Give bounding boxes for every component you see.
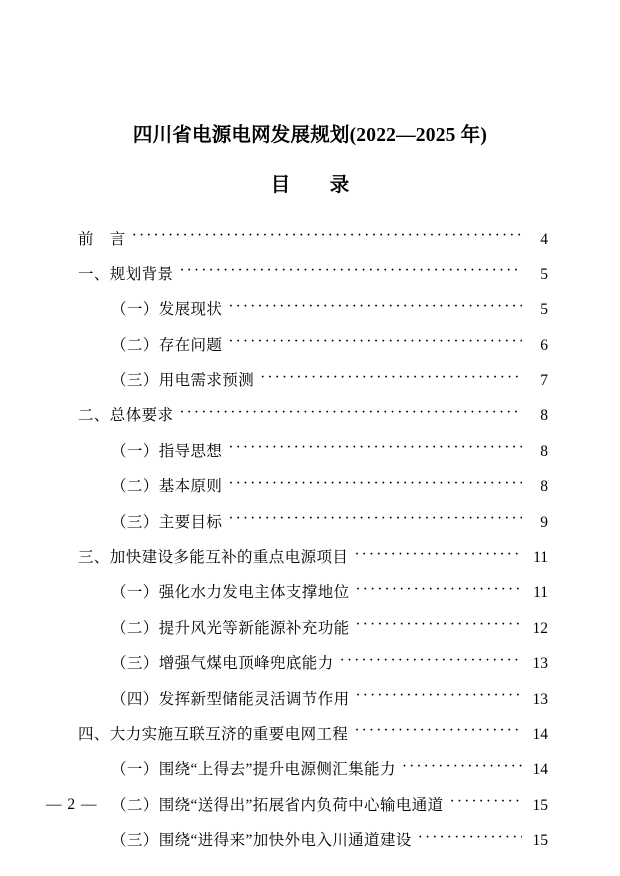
toc-entry-page-number: 11 [533,549,548,567]
toc-entry-page-number: 13 [532,655,548,673]
page-title: 四川省电源电网发展规划(2022—2025 年) [132,125,488,146]
toc-entry-page-number: 14 [532,725,548,743]
toc-entry-label: （四）发挥新型储能灵活调节作用 [111,690,350,708]
page-folio: — 2 — [46,796,98,813]
toc-entry[interactable] [78,476,548,495]
toc-entry-label: 三、加快建设多能互补的重点电源项目 [78,549,349,567]
table-of-contents [78,228,548,865]
toc-entry-page-number: 11 [533,584,548,602]
toc-entry-label: （三）围绕“进得来”加快外电入川通道建设 [111,832,412,850]
toc-entry-page-number: 8 [540,478,548,496]
toc-entry[interactable] [78,723,548,742]
toc-leader-dots [356,688,522,704]
toc-leader-dots [354,547,522,563]
toc-entry[interactable] [78,405,548,424]
toc-entry-page-number: 15 [532,796,548,814]
toc-entry-label: （三）用电需求预测 [111,372,255,390]
toc-entry-page-number: 7 [540,372,548,390]
toc-entry[interactable] [78,299,548,318]
toc-entry-label: （三）增强气煤电顶峰兜底能力 [111,655,334,673]
toc-leader-dots [228,476,522,492]
toc-heading: 目 录 [270,175,360,197]
toc-entry-label: （一）强化水力发电主体支撑地位 [111,584,350,602]
toc-leader-dots [132,228,522,244]
toc-entry-label: 一、规划背景 [78,265,174,283]
toc-entry-page-number: 5 [540,301,548,319]
toc-entry[interactable] [78,334,548,353]
toc-entry-page-number: 9 [540,513,548,531]
toc-leader-dots [260,370,522,386]
toc-entry[interactable] [78,547,548,566]
toc-entry[interactable] [78,440,548,459]
toc-entry[interactable] [78,263,548,282]
toc-leader-dots [356,617,522,633]
toc-entry-label: 二、总体要求 [78,407,174,425]
toc-leader-dots [402,759,522,775]
toc-entry-label: （二）存在问题 [111,336,223,354]
toc-entry-page-number: 8 [540,442,548,460]
toc-leader-dots [418,830,522,846]
toc-leader-dots [179,405,522,421]
toc-entry-page-number: 6 [540,336,548,354]
toc-leader-dots [228,440,522,456]
toc-entry-label: （一）发展现状 [111,301,223,319]
toc-entry-label: 四、大力实施互联互济的重要电网工程 [78,725,349,743]
toc-entry-page-number: 15 [532,832,548,850]
toc-entry-label: （一）指导思想 [111,442,223,460]
toc-entry-label: （三）主要目标 [111,513,223,531]
toc-leader-dots [354,723,522,739]
toc-entry-page-number: 13 [532,690,548,708]
toc-entry[interactable] [78,582,548,601]
toc-entry-page-number: 8 [540,407,548,425]
toc-entry-label: （一）围绕“上得去”提升电源侧汇集能力 [111,761,396,779]
toc-entry[interactable] [78,228,548,247]
toc-entry[interactable] [78,511,548,530]
toc-entry-page-number: 12 [532,619,548,637]
toc-entry-label: （二）基本原则 [111,478,223,496]
toc-leader-dots [340,653,522,669]
toc-entry[interactable] [78,830,548,849]
toc-entry-page-number: 5 [540,265,548,283]
toc-entry-page-number: 14 [532,761,548,779]
toc-entry-label: 前 言 [78,230,126,248]
toc-leader-dots [228,299,522,315]
toc-leader-dots [356,582,522,598]
toc-leader-dots [228,511,522,527]
toc-entry-label: （二）围绕“送得出”拓展省内负荷中心输电通道 [111,796,444,814]
toc-entry[interactable] [78,688,548,707]
toc-entry[interactable] [78,617,548,636]
toc-entry-label: （二）提升风光等新能源补充功能 [111,619,350,637]
toc-entry-page-number: 4 [540,230,548,248]
toc-entry[interactable] [78,759,548,778]
toc-leader-dots [179,263,522,279]
toc-leader-dots [228,334,522,350]
toc-entry[interactable] [78,370,548,389]
toc-entry[interactable] [78,653,548,672]
